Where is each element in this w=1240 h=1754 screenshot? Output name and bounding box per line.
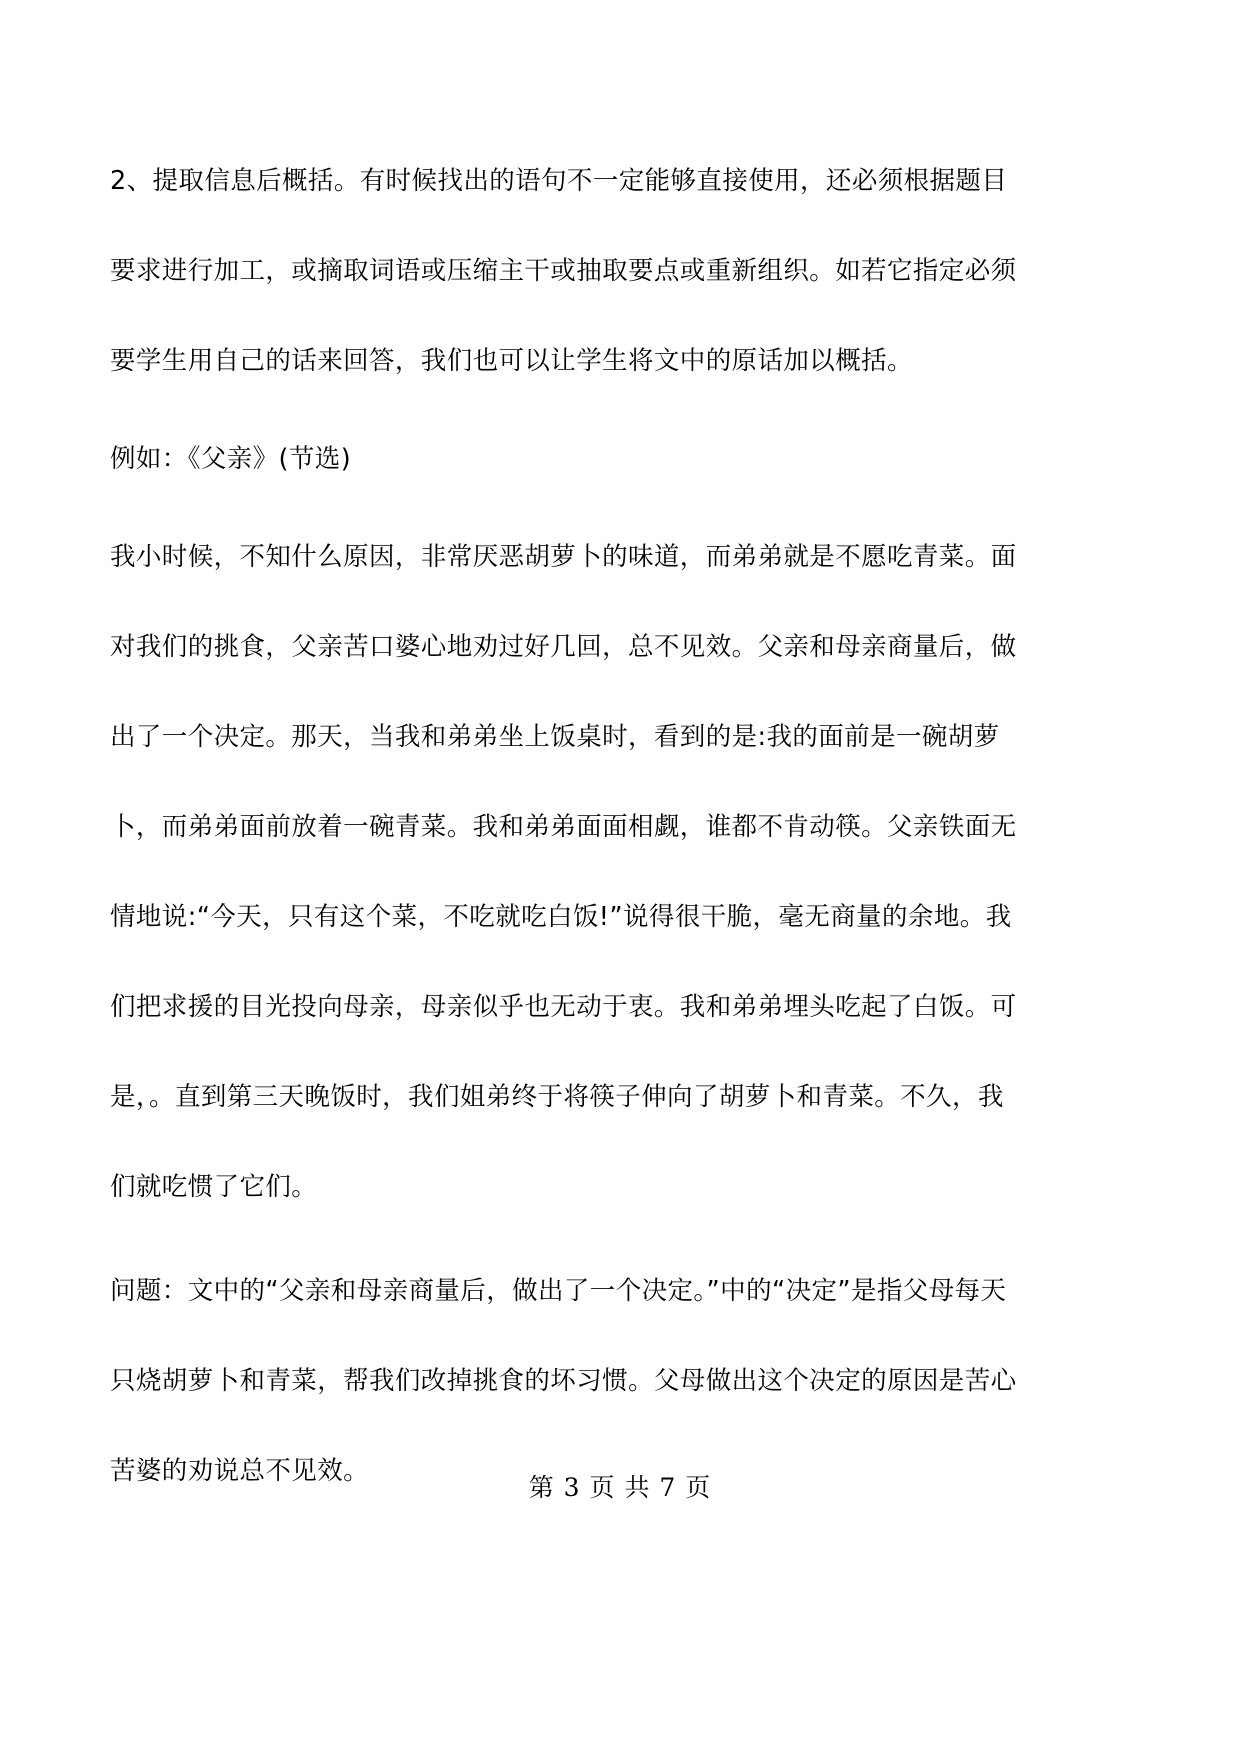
footer-middle: 页 共 (589, 1473, 651, 1502)
page-footer (0, 1468, 1240, 1504)
paragraph-father-excerpt: 我小时候，不知什么原因，非常厌恶胡萝卜的味道，而弟弟就是不愿吃青菜。面对我们的挑食，父亲苦口婆心地劝过好几回，总不见效。父亲和母亲商量后，做出了一个决定。那天，当我和弟弟坐上饭桌时，看到的是:我的面前是一碗胡萝卜，而弟弟面前放着一碗青菜。我和弟弟面面相觑，谁都不肯动筷。父亲铁面无情地说:“今天，只有这个菜，不吃就吃白饭!”说得很干脆，毫无商量的余地。我们把求援的目光投向母亲，母亲似乎也无动于衷。我和弟弟埋头吃起了白饭。可是，。直到第三天晚饭时，我们姐弟终于将筷子伸向了胡萝卜和青菜。不久，我们就吃惯了它们。 (110, 542, 1017, 1202)
paragraph-extract-summarize: 2、提取信息后概括。有时候找出的语句不一定能够直接使用，还必须根据题目要求进行加工，或摘取词语或压缩主干或抽取要点或重新组织。如若它指定必须要学生用自己的话来回答，我们也可以让学生将文中的原话加以概括。 (110, 166, 1017, 376)
document-body (110, 136, 1020, 1516)
paragraph-spacer (110, 406, 1020, 414)
footer-total-pages: 7 (659, 1473, 677, 1502)
footer-suffix: 页 (685, 1473, 712, 1502)
paragraph-spacer (110, 1232, 1020, 1246)
footer-prefix: 第 (528, 1473, 555, 1502)
footer-current-page: 3 (563, 1473, 581, 1502)
paragraph-question-answer: 问题：文中的“父亲和母亲商量后，做出了一个决定。”中的“决定”是指父母每天只烧胡萝卜和青菜，帮我们改掉挑食的坏习惯。父母做出这个决定的原因是苦心苦婆的劝说总不见效。 (110, 1276, 1017, 1486)
paragraph-spacer (110, 504, 1020, 512)
paragraph-example-heading: 例如：《父亲》(节选) (110, 444, 352, 474)
